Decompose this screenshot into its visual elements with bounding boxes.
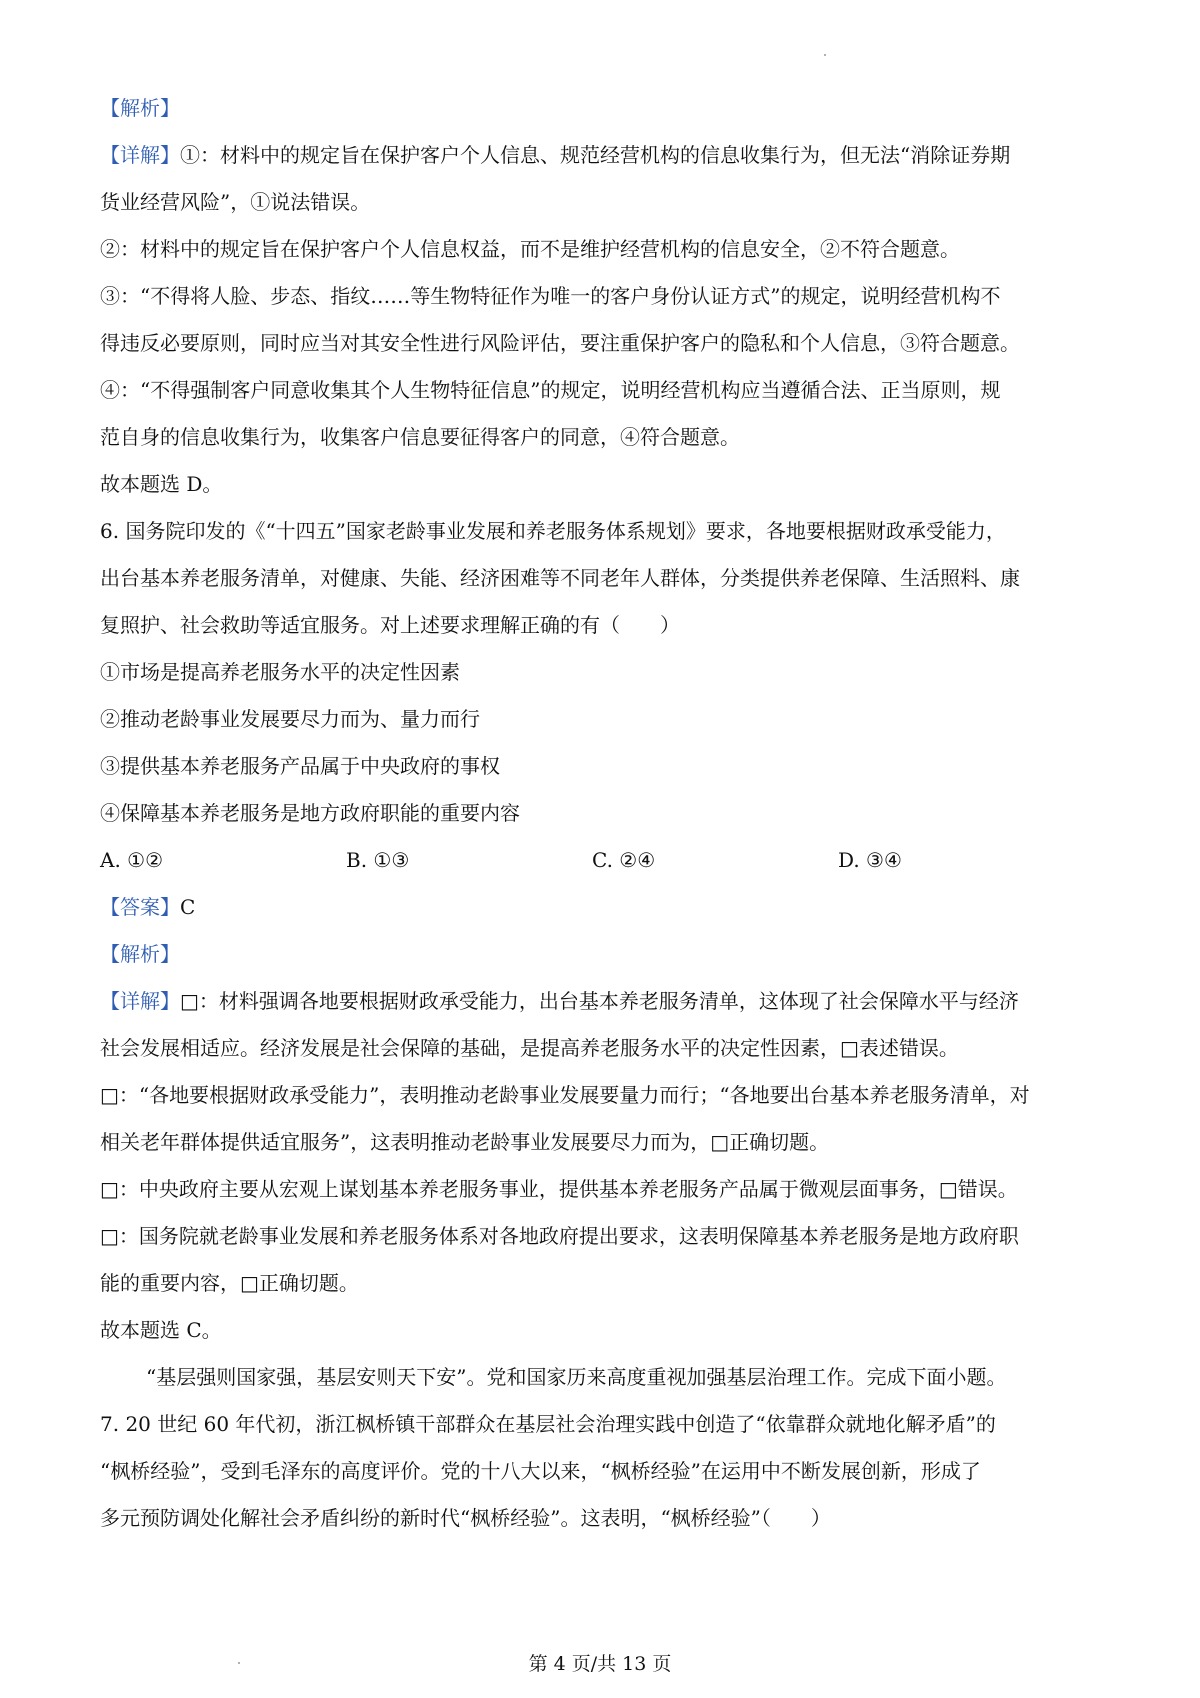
- detail-tag: 【详解】: [100, 143, 180, 167]
- page-number: 第 4 页/共 13 页: [528, 1653, 672, 1675]
- statement-item: ①市场是提高养老服务水平的决定性因素: [100, 660, 460, 684]
- analysis-line: 能的重要内容，□正确切题。: [100, 1271, 359, 1295]
- answer-value: C: [180, 895, 196, 919]
- analysis-line: □：中央政府主要从宏观上谋划基本养老服务事业，提供基本养老服务产品属于微观层面事务，□错误。: [100, 1177, 1018, 1201]
- analysis-line: 范自身的信息收集行为，收集客户信息要征得客户的同意，④符合题意。: [100, 425, 740, 449]
- analysis-line: [100, 143, 1100, 167]
- analysis-line: □：“各地要根据财政承受能力”，表明推动老龄事业发展要量力而行；“各地要出台基本养老服务清单，对: [100, 1083, 1030, 1107]
- answer-options: [100, 848, 1100, 872]
- answer-line: [100, 895, 1100, 919]
- analysis-tag: 【解析】: [100, 942, 180, 966]
- option-b[interactable]: B. ①③: [346, 848, 410, 872]
- question-stem: 出台基本养老服务清单，对健康、失能、经济困难等不同老年人群体，分类提供养老保障、生活照料、康: [100, 566, 1020, 590]
- conclusion: 故本题选 C。: [100, 1318, 222, 1342]
- statement-item: ③提供基本养老服务产品属于中央政府的事权: [100, 754, 500, 778]
- analysis-line: 相关老年群体提供适宜服务”，这表明推动老龄事业发展要尽力而为，□正确切题。: [100, 1130, 830, 1154]
- analysis-tag: 【解析】: [100, 96, 180, 120]
- section-intro: “基层强则国家强，基层安则天下安”。党和国家历来高度重视加强基层治理工作。完成下面小题。: [146, 1365, 1007, 1389]
- page-content: [100, 96, 1100, 1553]
- analysis-line: 货业经营风险”，①说法错误。: [100, 190, 371, 214]
- question-stem: “枫桥经验”，受到毛泽东的高度评价。党的十八大以来，“枫桥经验”在运用中不断发展创新，形成了: [100, 1459, 981, 1483]
- analysis-line: [100, 989, 1100, 1013]
- analysis-line: ②：材料中的规定旨在保护客户个人信息权益，而不是维护经营机构的信息安全，②不符合题意。: [100, 237, 960, 261]
- scan-dot: [824, 54, 826, 56]
- statement-item: ②推动老龄事业发展要尽力而为、量力而行: [100, 707, 480, 731]
- question-stem: 多元预防调处化解社会矛盾纠纷的新时代“枫桥经验”。这表明，“枫桥经验”（ ）: [100, 1506, 831, 1530]
- conclusion: 故本题选 D。: [100, 472, 223, 496]
- option-d[interactable]: D. ③④: [838, 848, 902, 872]
- analysis-line: 社会发展相适应。经济发展是社会保障的基础，是提高养老服务水平的决定性因素，□表述错误。: [100, 1036, 959, 1060]
- question-stem: 复照护、社会救助等适宜服务。对上述要求理解正确的有（ ）: [100, 613, 680, 637]
- option-a[interactable]: A. ①②: [100, 848, 164, 872]
- analysis-line: 得违反必要原则，同时应当对其安全性进行风险评估，要注重保护客户的隐私和个人信息，③符合题意。: [100, 331, 1020, 355]
- statement-item: ④保障基本养老服务是地方政府职能的重要内容: [100, 801, 520, 825]
- analysis-line: ④：“不得强制客户同意收集其个人生物特征信息”的规定，说明经营机构应当遵循合法、正当原则，规: [100, 378, 1001, 402]
- analysis-line: □：国务院就老龄事业发展和养老服务体系对各地政府提出要求，这表明保障基本养老服务是地方政府职: [100, 1224, 1019, 1248]
- analysis-text: ①：材料中的规定旨在保护客户个人信息、规范经营机构的信息收集行为，但无法“消除证券期: [180, 143, 1011, 167]
- detail-tag: 【详解】: [100, 989, 180, 1013]
- question-stem: 7. 20 世纪 60 年代初，浙江枫桥镇干部群众在基层社会治理实践中创造了“依靠群众就地化解矛盾”的: [100, 1412, 996, 1436]
- answer-tag: 【答案】: [100, 895, 180, 919]
- question-stem: 6. 国务院印发的《“十四五”国家老龄事业发展和养老服务体系规划》要求，各地要根据财政承受能力，: [100, 519, 1006, 543]
- analysis-text: □：材料强调各地要根据财政承受能力，出台基本养老服务清单，这体现了社会保障水平与经济: [180, 989, 1019, 1013]
- option-c[interactable]: C. ②④: [592, 848, 656, 872]
- analysis-line: ③：“不得将人脸、步态、指纹……等生物特征作为唯一的客户身份认证方式”的规定，说明经营机构不: [100, 284, 1001, 308]
